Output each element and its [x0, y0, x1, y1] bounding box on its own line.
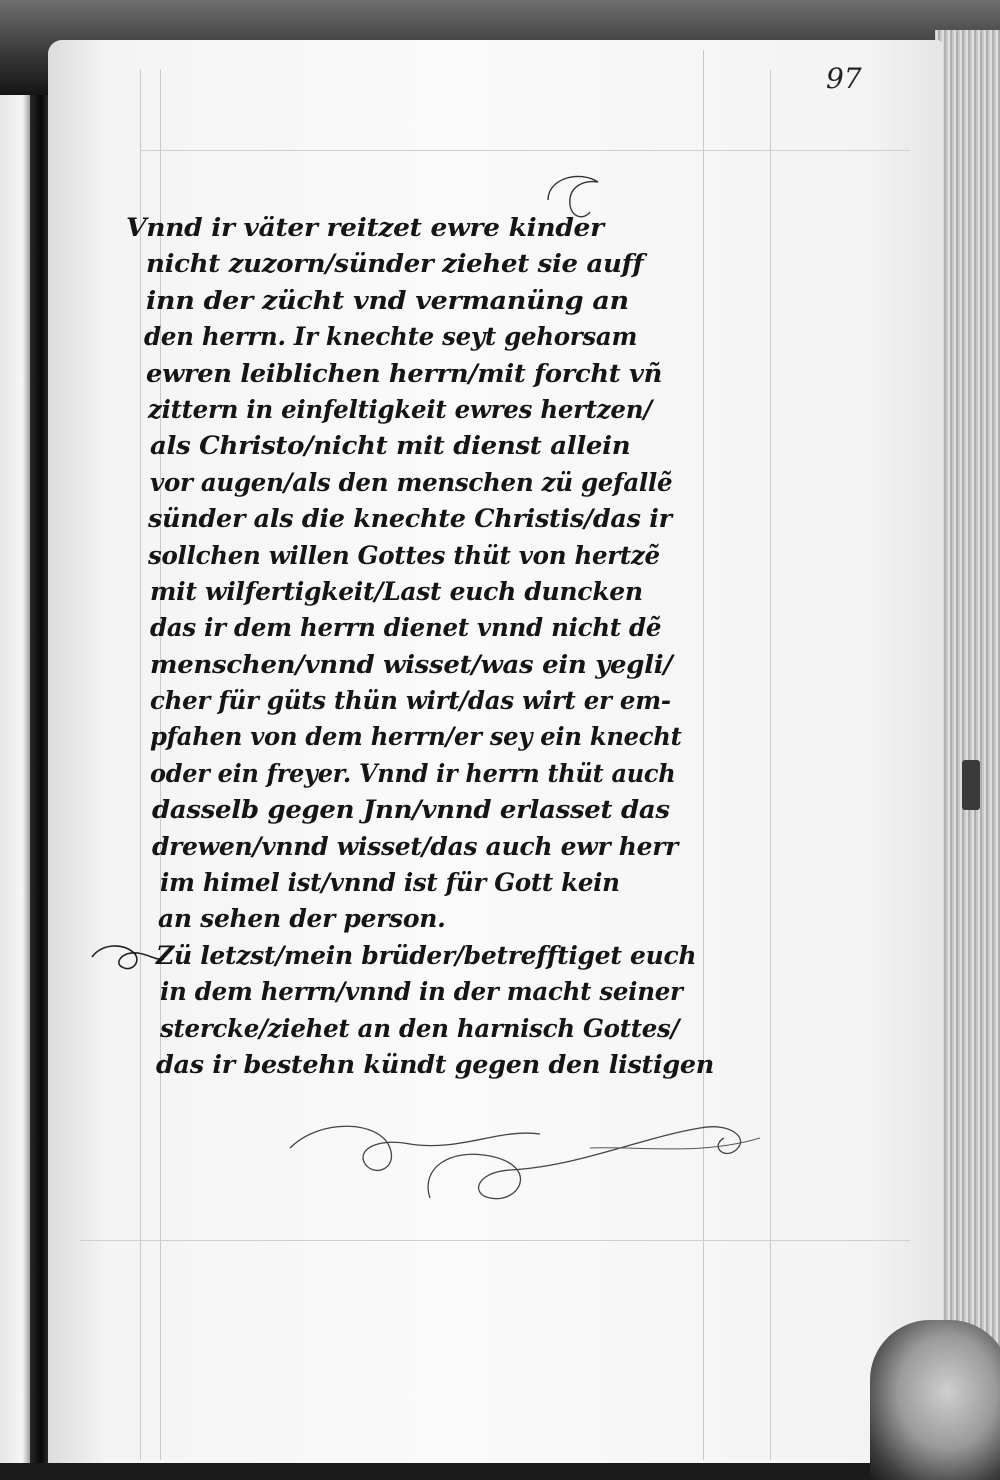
text-line: den herrn. Ir knechte seyt gehorsam	[144, 322, 638, 352]
text-line: im himel ist/vnnd ist für Gott kein	[160, 868, 620, 898]
text-line: stercke/ziehet an den harnisch Gottes/	[160, 1013, 680, 1043]
text-line: zittern in einfeltigkeit ewres hertzen/	[148, 394, 652, 424]
text-line: vor augen/als den menschen zü gefallẽ	[150, 467, 673, 497]
thumb	[870, 1320, 1000, 1480]
text-line: Vnnd ir väter reitzet ewre kinder	[126, 213, 604, 242]
text-line: in dem herrn/vnnd in der macht seiner	[160, 977, 683, 1007]
text-line: cher für güts thün wirt/das wirt er em-	[150, 686, 671, 716]
left-page-edge	[0, 95, 32, 1463]
text-line: das ir bestehn kündt gegen den listigen	[156, 1049, 715, 1079]
text-line: drewen/vnnd wisset/das auch ewr herr	[152, 831, 678, 861]
binding-clasp	[962, 760, 980, 810]
bottom-flourish	[280, 1108, 800, 1218]
ruling-line-bottom	[80, 1240, 910, 1241]
text-line: menschen/vnnd wisset/was ein yegli/	[150, 649, 673, 679]
text-line: ewren leiblichen herrn/mit forcht vñ	[146, 358, 663, 388]
text-line: dasselb gegen Jnn/vnnd erlasset das	[152, 795, 670, 825]
text-line: mit wilfertigkeit/Last euch duncken	[150, 576, 643, 606]
text-line: nicht zuzorn/sünder ziehet sie auff	[146, 249, 644, 279]
folio-number: 97	[826, 62, 862, 95]
text-line: sollchen willen Gottes thüt von hertzẽ	[148, 540, 660, 570]
page-block-edges	[935, 30, 1000, 1463]
text-line: sünder als die knechte Christis/das ir	[148, 504, 672, 534]
text-line: an sehen der person.	[158, 904, 446, 934]
text-line: als Christo/nicht mit dienst allein	[150, 431, 631, 461]
text-line: Zü letzst/mein brüder/betrefftiget euch	[156, 940, 697, 970]
manuscript-text-block	[118, 210, 778, 1083]
text-line: das ir dem herrn dienet vnnd nicht dẽ	[150, 613, 662, 643]
text-line: inn der zücht vnd vermanüng an	[146, 285, 629, 315]
ruling-line-top	[140, 150, 910, 151]
text-line: oder ein freyer. Vnnd ir herrn thüt auch	[150, 758, 676, 788]
text-line: pfahen von dem herrn/er sey ein knecht	[150, 722, 682, 752]
